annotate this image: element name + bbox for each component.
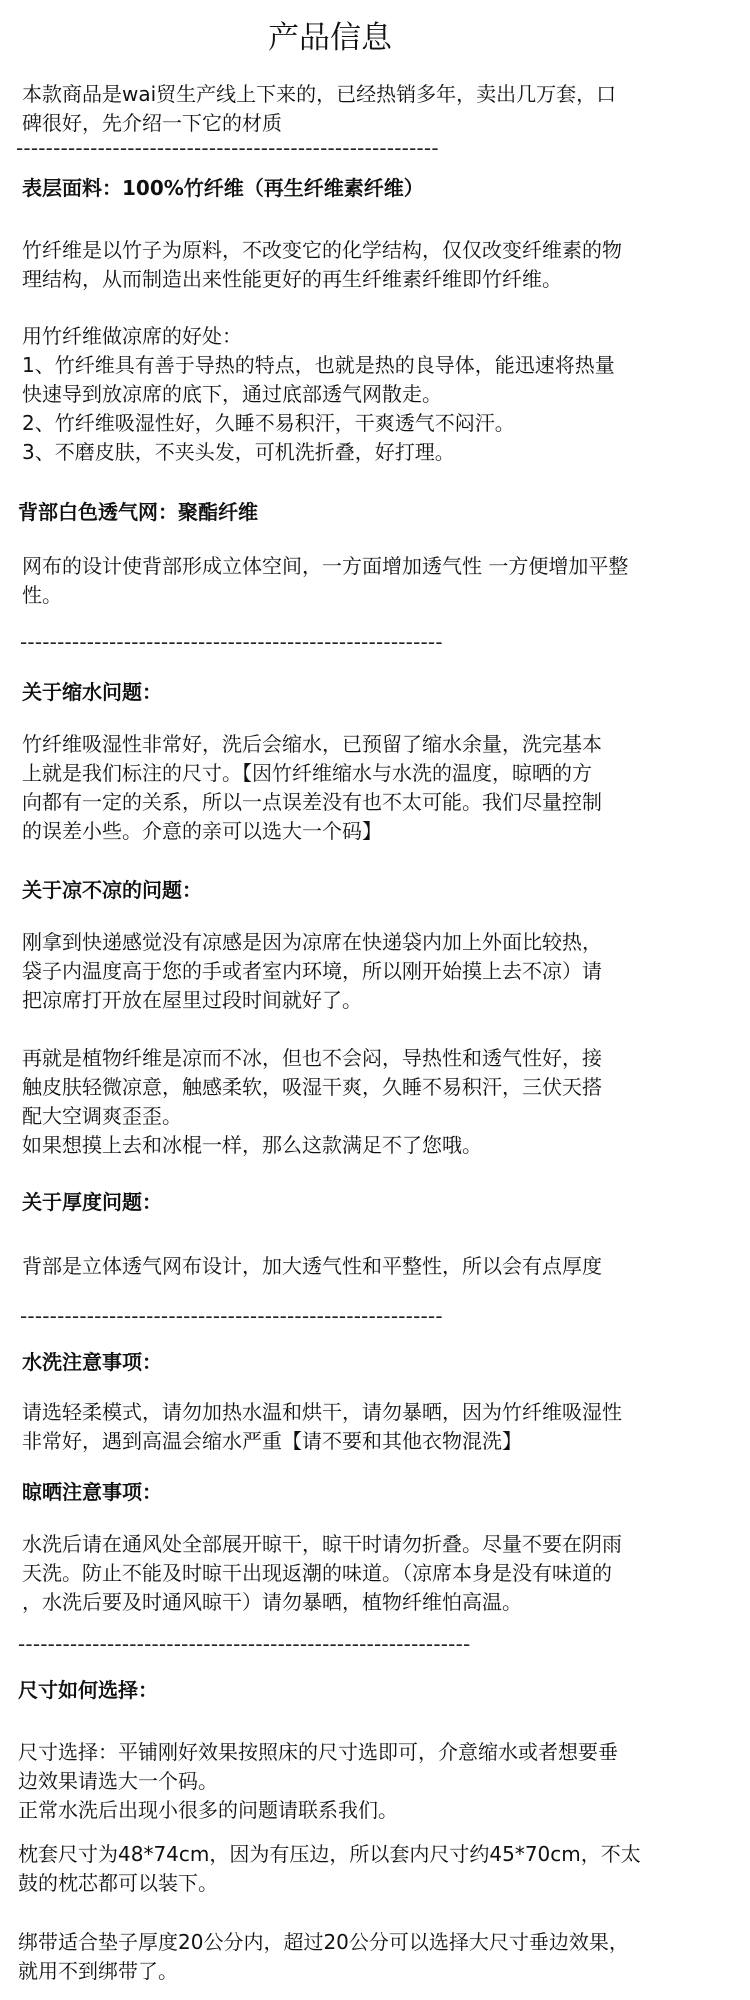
coolness-heading: 关于凉不凉的问题： [22,878,202,902]
intro-paragraph [22,80,616,138]
back-mesh-description [22,552,628,610]
description-line: 性。 [22,583,62,607]
strap-description [18,1928,629,1986]
description-line: 天洗。防止不能及时晾干出现返潮的味道。（凉席本身是没有味道的 [22,1561,612,1585]
surface-material-heading: 表层面料：100%竹纤维（再生纤维素纤维） [22,176,424,200]
intro-line: 本款商品是wai贸生产线上下来的，已经热销多年，卖出几万套，口 [22,82,617,106]
thickness-description [22,1252,602,1281]
benefit-item: 3、不磨皮肤，不夹头发，可机洗折叠，好打理。 [22,440,455,464]
benefit-item-continued: 快速导到放凉席的底下，通过底部透气网散走。 [22,382,442,406]
description-line: 背部是立体透气网布设计，加大透气性和平整性，所以会有点厚度 [22,1254,602,1278]
description-line: 如果想摸上去和冰棍一样，那么这款满足不了您哦。 [22,1133,482,1157]
drying-notes-heading: 晾晒注意事项： [22,1480,162,1504]
description-line: 尺寸选择：平铺刚好效果按照床的尺寸选即可，介意缩水或者想要垂 [18,1740,618,1764]
description-line: 把凉席打开放在屋里过段时间就好了。 [22,988,362,1012]
shrinkage-heading: 关于缩水问题： [22,680,162,704]
description-line: 竹纤维吸湿性非常好，洗后会缩水，已预留了缩水余量，洗完基本 [22,732,602,756]
description-line: 非常好，遇到高温会缩水严重【请不要和其他衣物混洗】 [22,1429,522,1453]
description-line: 绑带适合垫子厚度20公分内，超过20公分可以选择大尺寸垂边效果， [18,1930,629,1954]
description-line: 网布的设计使背部形成立体空间，一方面增加透气性 一方便增加平整 [22,554,629,578]
description-line: ，水洗后要及时通风晾干）请勿暴晒，植物纤维怕高温。 [22,1590,522,1614]
description-line: 再就是植物纤维是凉而不冰，但也不会闷，导热性和透气性好，接 [22,1046,602,1070]
description-line: 请选轻柔模式，请勿加热水温和烘干，请勿暴晒，因为竹纤维吸湿性 [22,1400,622,1424]
description-line: 竹纤维是以竹子为原料，不改变它的化学结构，仅仅改变纤维素的物 [22,238,622,262]
washing-notes-heading: 水洗注意事项： [22,1350,162,1374]
description-line: 鼓的枕芯都可以装下。 [18,1871,218,1895]
benefits-intro: 用竹纤维做凉席的好处： [22,324,242,348]
description-line: 理结构，从而制造出来性能更好的再生纤维素纤维即竹纤维。 [22,267,562,291]
back-mesh-heading: 背部白色透气网：聚酯纤维 [18,500,258,524]
description-line: 水洗后请在通风处全部展开晾干，晾干时请勿折叠。尽量不要在阴雨 [22,1532,622,1556]
benefit-item: 1、竹纤维具有善于导热的特点，也就是热的良导体，能迅速将热量 [22,353,615,377]
washing-notes-description [22,1398,622,1456]
shrinkage-description [22,730,602,846]
thickness-heading: 关于厚度问题： [22,1190,162,1214]
description-line: 正常水洗后出现小很多的问题请联系我们。 [18,1798,398,1822]
section-divider: --------------------------------------------------------- [16,136,439,160]
section-divider: --------------------------------------------------------- [20,1304,443,1328]
coolness-description-2 [22,1044,602,1160]
description-line: 袋子内温度高于您的手或者室内环境，所以刚开始摸上去不凉）请 [22,959,602,983]
description-line: 触皮肤轻微凉意，触感柔软，吸湿干爽，久睡不易积汗，三伏天搭 [22,1075,602,1099]
intro-line: 碑很好，先介绍一下它的材质 [22,111,282,135]
description-line: 向都有一定的关系，所以一点误差没有也不太可能。我们尽量控制 [22,790,602,814]
size-selection-description [18,1738,618,1825]
description-line: 的误差小些。介意的亲可以选大一个码】 [22,819,382,843]
description-line: 就用不到绑带了。 [18,1959,178,1983]
description-line: 边效果请选大一个码。 [18,1769,218,1793]
page-title: 产品信息 [268,20,392,56]
surface-material-description [22,236,622,294]
drying-notes-description [22,1530,622,1617]
benefit-item: 2、竹纤维吸湿性好，久睡不易积汗，干爽透气不闷汗。 [22,411,515,435]
description-line: 刚拿到快递感觉没有凉感是因为凉席在快递袋内加上外面比较热， [22,930,602,954]
coolness-description [22,928,602,1015]
description-line: 配大空调爽歪歪。 [22,1104,182,1128]
size-selection-heading: 尺寸如何选择： [18,1678,158,1702]
pillowcase-size-description [18,1840,641,1898]
description-line: 上就是我们标注的尺寸。【因竹纤维缩水与水洗的温度，晾晒的方 [22,761,592,785]
section-divider: ------------------------------------------------------------- [18,1632,471,1656]
section-divider: --------------------------------------------------------- [20,630,443,654]
description-line: 枕套尺寸为48*74cm，因为有压边，所以套内尺寸约45*70cm，不太 [18,1842,641,1866]
benefits-list [22,322,615,467]
